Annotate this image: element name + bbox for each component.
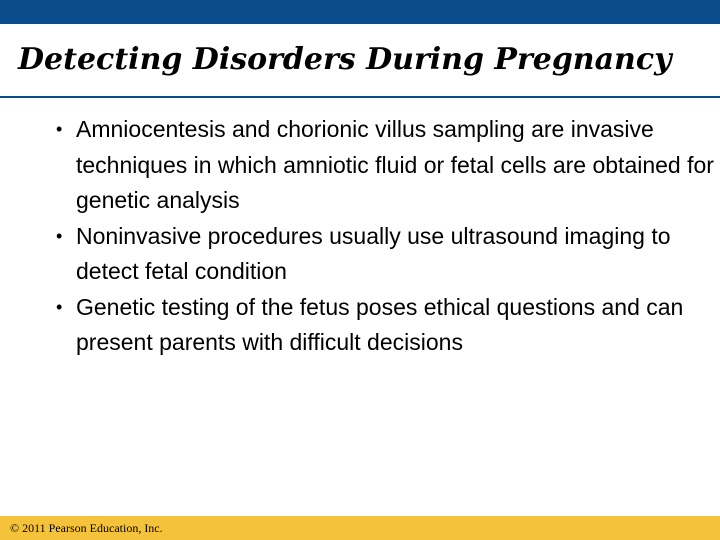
bullet-text: Amniocentesis and chorionic villus sampling are invasive techniques in which amniotic fluid or fetal cells are obtained for genetic analysis — [76, 116, 714, 213]
bullet-text: Noninvasive procedures usually use ultrasound imaging to detect fetal condition — [76, 222, 671, 284]
footer-bar — [0, 516, 720, 540]
title-divider — [0, 96, 720, 98]
slide-title: Detecting Disorders During Pregnancy — [18, 42, 672, 77]
bullet-icon: • — [56, 119, 63, 139]
bullet-icon: • — [56, 225, 63, 246]
bullet-list — [56, 112, 716, 361]
copyright-notice: © 2011 Pearson Education, Inc. — [10, 521, 163, 535]
bullet-icon: • — [56, 296, 63, 317]
bullet-item — [56, 112, 716, 219]
bullet-item — [56, 290, 716, 361]
header-bar — [0, 0, 720, 24]
bullet-text: Genetic testing of the fetus poses ethical questions and can present parents with difficult decisions — [76, 293, 684, 355]
bullet-item — [56, 219, 716, 290]
